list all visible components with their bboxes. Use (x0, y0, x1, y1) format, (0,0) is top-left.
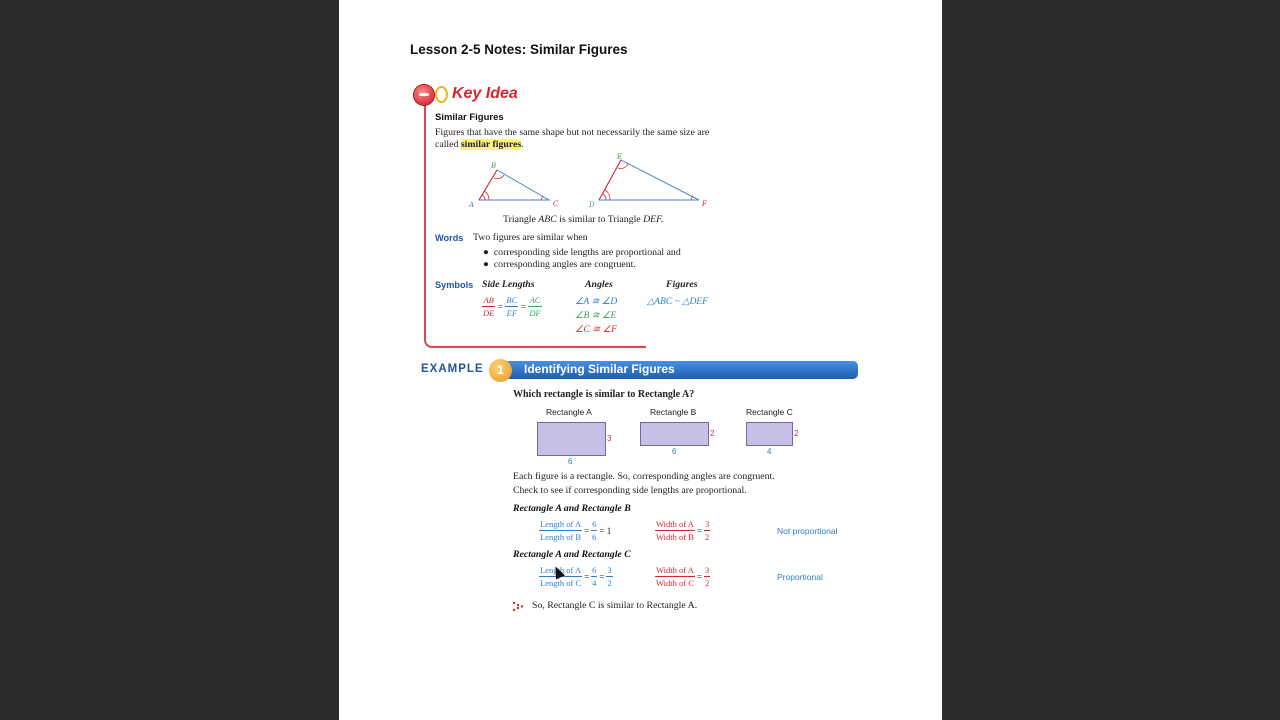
ratio-bc-ef: $\frac{BC}{EF}$ (506, 295, 518, 318)
key-idea-subtitle: Similar Figures (435, 112, 504, 123)
definition-line-2 (435, 139, 524, 150)
definition-line-1: Figures that have the same shape but not necessarily the same size are (435, 127, 710, 138)
label-c: C (553, 200, 559, 208)
key-icon (414, 85, 434, 105)
length-values-ab: $\frac{6}{6}$ (592, 519, 597, 542)
key-idea-title: Key Idea (452, 85, 518, 102)
example-number-badge: 1 (489, 359, 512, 382)
angle-a-d: ∠A ≅ ∠D (575, 297, 618, 307)
rectangle-c-width: 2 (794, 429, 799, 438)
label-b: B (491, 162, 497, 170)
explanation-line-1: Each figure is a rectangle. So, corresponding angles are congruent. (513, 471, 775, 482)
rectangle-a-label: Rectangle A (546, 407, 592, 417)
width-ratio-ac: $\frac{\text{Width of A}}{\text{Width of C}}$ (656, 565, 694, 588)
length-ratio-ac: $\frac{\text{Length of A}}{\text{Length of C}}$ (540, 565, 582, 588)
bullet-2 (483, 259, 636, 270)
ratio-ac-df: $\frac{AC}{DF}$ (529, 295, 541, 318)
triangle-abc (468, 162, 559, 209)
caption-mid: is similar to Triangle (556, 214, 644, 225)
bullet-dot: ● (483, 247, 494, 258)
bullet-1 (483, 247, 681, 258)
length-ratio-ab: $\frac{\text{Length of A}}{\text{Length of B}}$ (540, 519, 582, 542)
example-label: EXAMPLE (421, 363, 484, 375)
comparison-ab-heading: Rectangle A and Rectangle B (513, 503, 631, 514)
length-values-ac: $\frac{6}{4}$ (592, 565, 597, 588)
width-values-ab: $\frac{3}{2}$ (704, 519, 710, 542)
bullet-text: corresponding angles are congruent. (493, 259, 636, 270)
comparison-ac-lengths: $\frac{\text{Length of A}}{\text{Length of C}}$ = $\frac{6}{4}$ = $\frac{3}{2}$ (540, 565, 612, 588)
rectangle-b-width: 2 (710, 429, 715, 438)
triangle-def (588, 153, 708, 209)
comparison-ab-lengths: $\frac{\text{Length of A}}{\text{Length of B}}$ = $\frac{6}{6}$ = 1 (540, 519, 612, 542)
label-a: A (469, 201, 475, 209)
definition-called: called (435, 139, 461, 150)
angles-header: Angles (585, 279, 613, 290)
angle-c-f: ∠C ≅ ∠F (575, 325, 617, 335)
comparison-ac-widths: $\frac{\text{Width of A}}{\text{Width of C}}$ = $\frac{3}{2}$ (656, 565, 710, 588)
figures-header: Figures (666, 279, 698, 290)
side-lengths-header: Side Lengths (482, 279, 535, 290)
caption-def: DEF. (643, 214, 664, 225)
angle-b-e: ∠B ≅ ∠E (575, 311, 617, 321)
comparison-ab-widths: $\frac{\text{Width of A}}{\text{Width of B}}$ = $\frac{3}{2}$ (656, 519, 710, 542)
caption-abc: ABC (538, 214, 557, 225)
label-d: D (589, 201, 595, 209)
triangle-figures (467, 153, 707, 210)
rectangle-b-length: 6 (672, 447, 677, 456)
words-intro: Two figures are similar when (473, 232, 588, 243)
comparison-ac-heading: Rectangle A and Rectangle C (513, 549, 631, 560)
rectangle-b (640, 422, 709, 446)
example-question: Which rectangle is similar to Rectangle A? (513, 389, 695, 400)
explanation-line-2: Check to see if corresponding side lengths are proportional. (513, 485, 747, 496)
conclusion-text: So, Rectangle C is similar to Rectangle A. (532, 600, 698, 611)
triangle-caption (503, 214, 663, 225)
length-result-ab: = 1 (599, 525, 612, 536)
result-not-proportional: Not proportional (777, 526, 838, 536)
example-title: Identifying Similar Figures (524, 362, 675, 376)
ratio-ab-de: $\frac{AB}{DE}$ (483, 295, 495, 318)
side-length-ratios: $\frac{AB}{DE}$ = $\frac{BC}{EF}$ = $\frac{AC}{DF}$ (483, 295, 541, 318)
definition-term: similar figures (460, 139, 522, 150)
bullet-dot: ● (483, 259, 494, 270)
bullet-text: corresponding side lengths are proportional and (493, 247, 681, 258)
rectangle-c-label: Rectangle C (746, 407, 793, 417)
length-result-ac: $\frac{3}{2}$ (607, 565, 612, 588)
result-proportional: Proportional (777, 572, 823, 582)
rectangle-a-width: 3 (607, 434, 612, 443)
rectangle-a-length: 6 (568, 457, 573, 466)
rectangle-b-label: Rectangle B (650, 407, 697, 417)
figures-expression: △ABC ~ △DEF (647, 297, 708, 307)
caption-pre: Triangle (503, 214, 539, 225)
definition-period: . (521, 139, 524, 150)
rectangle-c (746, 422, 793, 446)
label-f: F (702, 200, 707, 208)
lesson-title: Lesson 2-5 Notes: Similar Figures (410, 42, 628, 57)
rectangle-c-length: 4 (767, 447, 772, 456)
label-e: E (617, 153, 623, 161)
symbols-label: Symbols (435, 280, 474, 290)
rectangle-a (537, 422, 606, 456)
conclusion-arrow-icon (512, 601, 524, 612)
width-values-ac: $\frac{3}{2}$ (704, 565, 710, 588)
document-page (339, 0, 942, 720)
key-ring-icon (435, 86, 448, 103)
width-ratio-ab: $\frac{\text{Width of A}}{\text{Width of B}}$ (656, 519, 694, 542)
words-label: Words (435, 233, 464, 243)
